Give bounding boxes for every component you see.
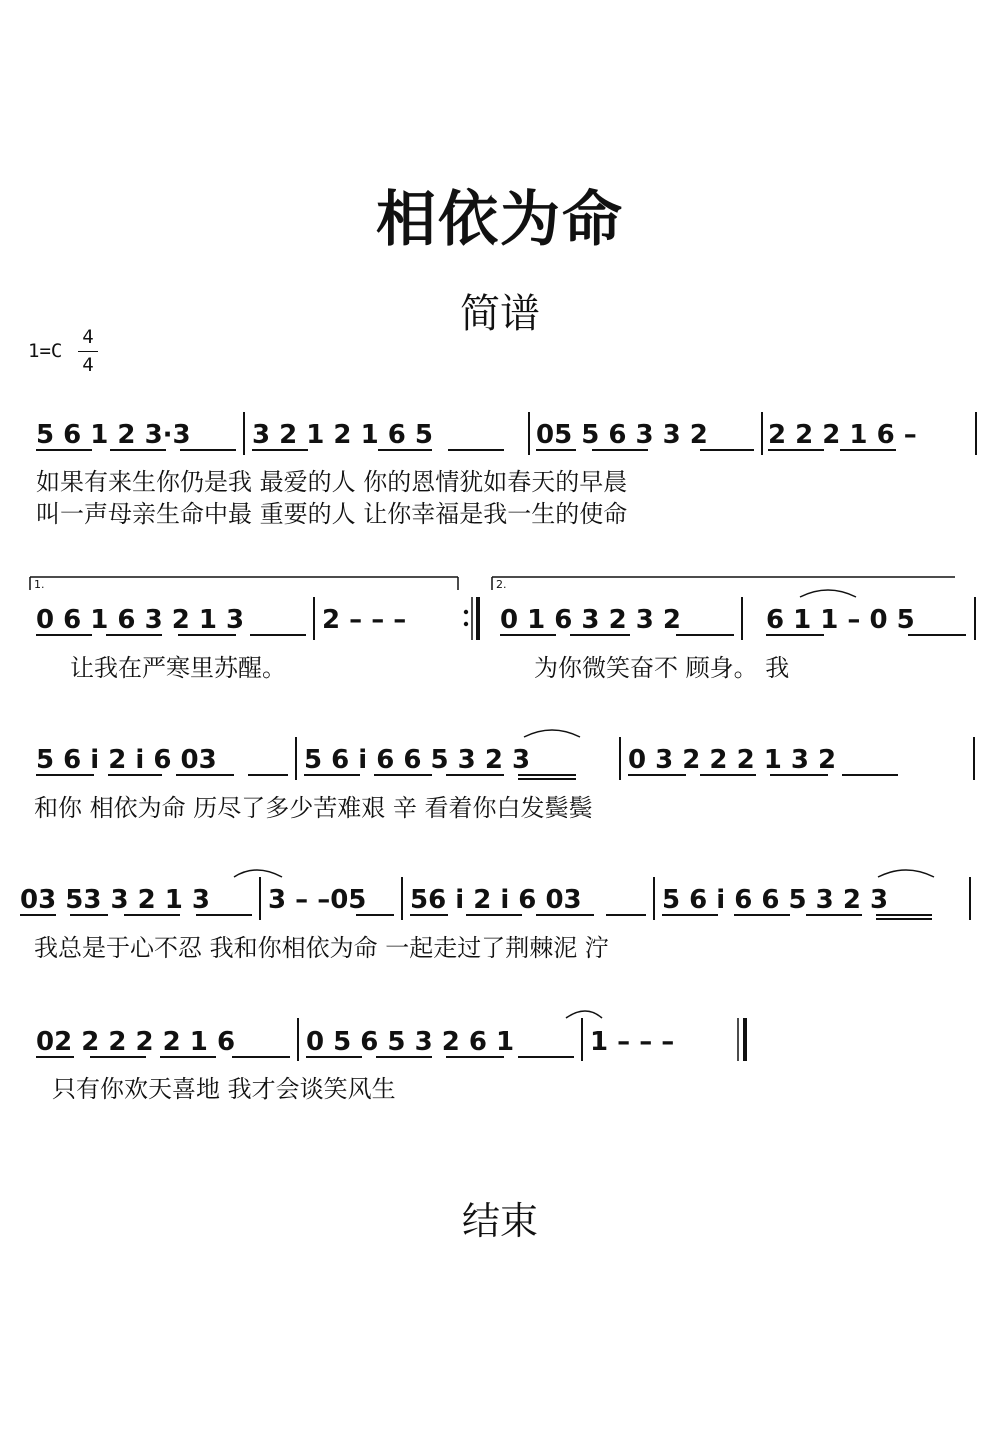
lyric-line: 只有你欢天喜地 我才会谈笑风生: [52, 1075, 396, 1103]
meter-top: 4: [82, 326, 94, 348]
tie-arc: [800, 590, 856, 597]
tie-arc: [566, 1011, 602, 1018]
lyric-line: 让我在严寒里苏醒。: [70, 654, 286, 682]
measure-notes: 2 – – –: [322, 605, 407, 635]
measure-notes: 0 5 6 5 3 2 6 1: [306, 1027, 515, 1057]
measure-notes: 0 1 6 3 2 3 2: [500, 605, 681, 635]
measure-notes: 0 3 2 2 2 1 3 2: [628, 745, 837, 775]
measure-notes: 5 6 1 2 3·3: [36, 420, 191, 450]
lyric-line: 如果有来生你仍是我 最爱的人 你的恩情犹如春天的早晨: [36, 468, 628, 496]
measure-notes: 3 2 1 2 1 6 5: [252, 420, 433, 450]
lyric-line: 我总是于心不忍 我和你相依为命 一起走过了荆棘泥 泞: [34, 934, 609, 962]
repeat-dot: [464, 610, 468, 614]
measure-notes: 0 6 1 6 3 2 1 3: [36, 605, 245, 635]
key-signature: 1=C: [28, 340, 63, 362]
tie-arc: [234, 870, 282, 877]
score-row-5: [36, 1011, 745, 1103]
underlines: [20, 915, 932, 919]
measure-notes: 5 6 i 6 6 5 3 2 3: [662, 885, 889, 915]
measure-notes: 56 i 2 i 6 03: [410, 885, 582, 915]
measure-notes: 1 – – –: [590, 1027, 675, 1057]
ending-label: 结束: [461, 1199, 538, 1243]
score-row-4: [20, 870, 970, 962]
measure-notes: 02 2 2 2 2 1 6: [36, 1027, 236, 1057]
lyric-line: 叫一声母亲生命中最 重要的人 让你幸福是我一生的使命: [36, 500, 628, 528]
score-subtitle: 简谱: [460, 291, 540, 337]
measure-notes: 03 53 3 2 1 3: [20, 885, 210, 915]
underlines: [36, 775, 898, 779]
measure-notes: 3 – –05: [268, 885, 367, 915]
score-row-3: [34, 730, 974, 822]
volta-label-1: 1.: [34, 578, 45, 591]
repeat-dot: [464, 622, 468, 626]
lyric-line: 和你 相依为命 历尽了多少苦难艰 辛 看着你白发鬓鬓: [34, 794, 593, 822]
song-title: 相依为命: [376, 185, 624, 255]
tie-arc: [524, 730, 580, 737]
tie-arc: [878, 870, 934, 877]
lyric-line: 为你微笑奋不 顾身。 我: [534, 654, 790, 682]
volta-label-2: 2.: [496, 578, 507, 591]
measure-notes: 05 5 6 3 3 2: [536, 420, 708, 450]
measure-notes: 5 6 i 2 i 6 03: [36, 745, 217, 775]
meter-bottom: 4: [82, 354, 94, 376]
measure-notes: 5 6 i 6 6 5 3 2 3: [304, 745, 531, 775]
measure-notes: 2 2 2 1 6 –: [768, 420, 917, 450]
measure-notes: 6 1 1 – 0 5: [766, 605, 915, 635]
score-row-2: [30, 577, 975, 682]
score-row-1: [36, 412, 976, 528]
